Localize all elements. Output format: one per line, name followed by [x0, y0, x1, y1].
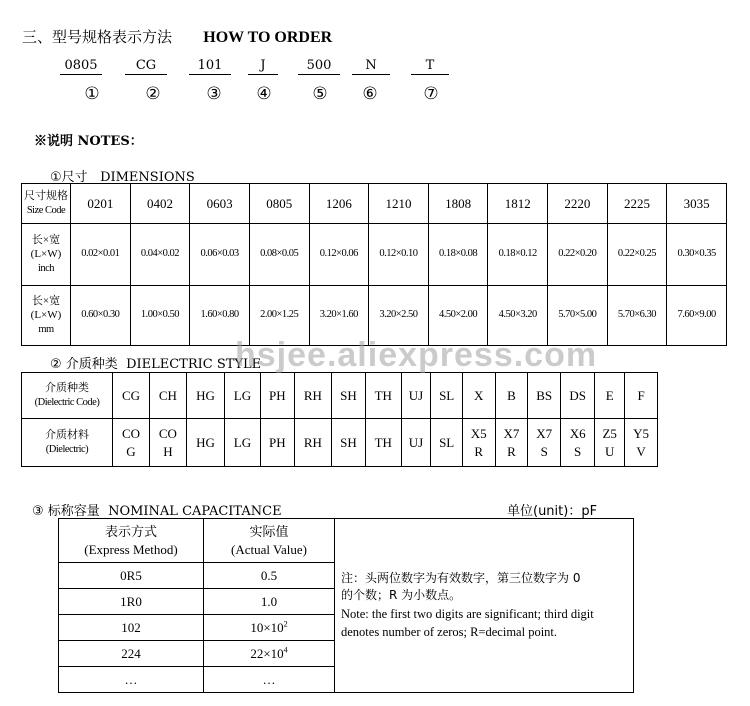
size-code-cell: 2220 [548, 184, 608, 224]
dielectric-code-cell: DS [561, 373, 595, 419]
dielectric-material-cell: PH [260, 419, 294, 467]
dielectric-code-cell: E [595, 373, 625, 419]
dielectric-material-cell: CO H [149, 419, 186, 467]
express-code: 0R5 [59, 563, 204, 589]
inch-value: 0.08×0.05 [249, 224, 309, 286]
mm-value: 1.60×0.80 [190, 286, 250, 346]
title-en: HOW TO ORDER [203, 29, 333, 46]
actual-value: $22\times 10^4$ [204, 641, 335, 667]
mm-value: 5.70×6.30 [607, 286, 667, 346]
order-code-dielectric: CG [125, 58, 167, 75]
size-code-cell: 3035 [667, 184, 727, 224]
dielectric-material-label: 介质材料 (Dielectric) [22, 419, 113, 467]
capacitance-table [58, 518, 634, 693]
dielectric-material-cell: RH [294, 419, 331, 467]
order-marker-1: ① [84, 84, 100, 104]
order-marker-6: ⑥ [362, 84, 378, 104]
notes-heading: ※说明 NOTES： [34, 134, 143, 149]
dielectric-code-cell: UJ [401, 373, 431, 419]
order-code-size: 0805 [60, 58, 102, 75]
dielectric-material-cell: X6 S [561, 419, 595, 467]
order-marker-5: ⑤ [312, 84, 328, 104]
dielectric-material-cell: LG [225, 419, 261, 467]
inch-value: 0.18×0.12 [488, 224, 548, 286]
capacitance-title: ③ 标称容量 NOMINAL CAPACITANCE [32, 504, 282, 519]
express-code: 102 [59, 615, 204, 641]
dielectric-code-label: 介质种类 (Dielectric Code) [22, 373, 113, 419]
inch-label: 长×宽 (L×W) inch [22, 224, 71, 286]
order-marker-3: ③ [206, 84, 222, 104]
dielectric-code-cell: CH [149, 373, 186, 419]
mm-value: 3.20×2.50 [369, 286, 429, 346]
dielectric-code-cell: TH [366, 373, 402, 419]
dielectric-code-cell: SH [331, 373, 365, 419]
express-code: 224 [59, 641, 204, 667]
mm-value: 7.60×9.00 [667, 286, 727, 346]
mm-value: 4.50×2.00 [428, 286, 488, 346]
size-code-cell: 2225 [607, 184, 667, 224]
dielectric-code-cell: X [462, 373, 495, 419]
inch-value: 0.22×0.25 [607, 224, 667, 286]
mm-value: 2.00×1.25 [249, 286, 309, 346]
order-marker-7: ⑦ [423, 84, 439, 104]
dielectric-code-cell: F [625, 373, 658, 419]
mm-value: 4.50×3.20 [488, 286, 548, 346]
dimensions-table [21, 183, 727, 346]
dielectric-code-cell: PH [260, 373, 294, 419]
dielectric-material-cell: X7 R [495, 419, 528, 467]
dielectric-code-cell: BS [528, 373, 561, 419]
capacitance-unit: 单位(unit)：pF [507, 504, 598, 519]
dielectric-code-cell: CG [113, 373, 150, 419]
actual-value-header: 实际值 (Actual Value) [204, 519, 335, 563]
express-method-header: 表示方式 (Express Method) [59, 519, 204, 563]
page-title [22, 26, 332, 47]
mm-value: 1.00×0.50 [130, 286, 190, 346]
dielectric-code-cell: B [495, 373, 528, 419]
dielectric-material-cell: Z5 U [595, 419, 625, 467]
size-code-label: 尺寸规格 Size Code [22, 184, 71, 224]
order-marker-2: ② [145, 84, 161, 104]
dielectric-material-cell: Y5 V [625, 419, 658, 467]
order-code-packaging: T [411, 58, 449, 75]
order-marker-4: ④ [256, 84, 272, 104]
watermark: hsjee.aliexpress.com [235, 336, 598, 374]
dielectric-table [21, 372, 658, 467]
order-code-capacitance: 101 [189, 58, 231, 75]
dielectric-code-cell: LG [225, 373, 261, 419]
capacitance-note: 注：头两位数字为有效数字，第三位数字为 0 的个数；R 为小数点。 Note: the first two digits are significant; third digit denotes number of zeros; R=decimal point. [335, 519, 634, 693]
size-code-cell: 1210 [369, 184, 429, 224]
order-code-voltage: 500 [298, 58, 340, 75]
size-code-cell: 0603 [190, 184, 250, 224]
size-code-cell: 0201 [71, 184, 131, 224]
express-code: 1R0 [59, 589, 204, 615]
size-code-cell: 0402 [130, 184, 190, 224]
dimensions-title: ①尺寸 DIMENSIONS [50, 170, 195, 185]
actual-value: $10\times 10^2$ [204, 615, 335, 641]
inch-value: 0.30×0.35 [667, 224, 727, 286]
inch-value: 0.22×0.20 [548, 224, 608, 286]
inch-value: 0.12×0.06 [309, 224, 369, 286]
inch-value: 0.12×0.10 [369, 224, 429, 286]
size-code-cell: 1808 [428, 184, 488, 224]
express-code: … [59, 667, 204, 693]
dielectric-title: ② 介质种类 DIELECTRIC STYLE [50, 357, 262, 372]
dielectric-material-cell: HG [186, 419, 224, 467]
dielectric-code-cell: RH [294, 373, 331, 419]
dielectric-material-cell: SL [431, 419, 462, 467]
dielectric-material-cell: UJ [401, 419, 431, 467]
dielectric-material-cell: X7 S [528, 419, 561, 467]
size-code-cell: 1812 [488, 184, 548, 224]
dielectric-code-cell: SL [431, 373, 462, 419]
title-cn: 三、型号规格表示方法 [22, 28, 173, 46]
dielectric-code-cell: HG [186, 373, 224, 419]
mm-label: 长×宽 (L×W) mm [22, 286, 71, 346]
actual-value: 1.0 [204, 589, 335, 615]
order-code-tolerance: J [248, 58, 278, 75]
size-code-cell: 1206 [309, 184, 369, 224]
inch-value: 0.04×0.02 [130, 224, 190, 286]
mm-value: 5.70×5.00 [548, 286, 608, 346]
size-code-cell: 0805 [249, 184, 309, 224]
inch-value: 0.02×0.01 [71, 224, 131, 286]
dielectric-material-cell: X5 R [462, 419, 495, 467]
mm-value: 0.60×0.30 [71, 286, 131, 346]
dielectric-material-cell: SH [331, 419, 365, 467]
order-code-termination: N [352, 58, 390, 75]
mm-value: 3.20×1.60 [309, 286, 369, 346]
dielectric-material-cell: CO G [113, 419, 150, 467]
actual-value: … [204, 667, 335, 693]
inch-value: 0.18×0.08 [428, 224, 488, 286]
actual-value: 0.5 [204, 563, 335, 589]
inch-value: 0.06×0.03 [190, 224, 250, 286]
dielectric-material-cell: TH [366, 419, 402, 467]
